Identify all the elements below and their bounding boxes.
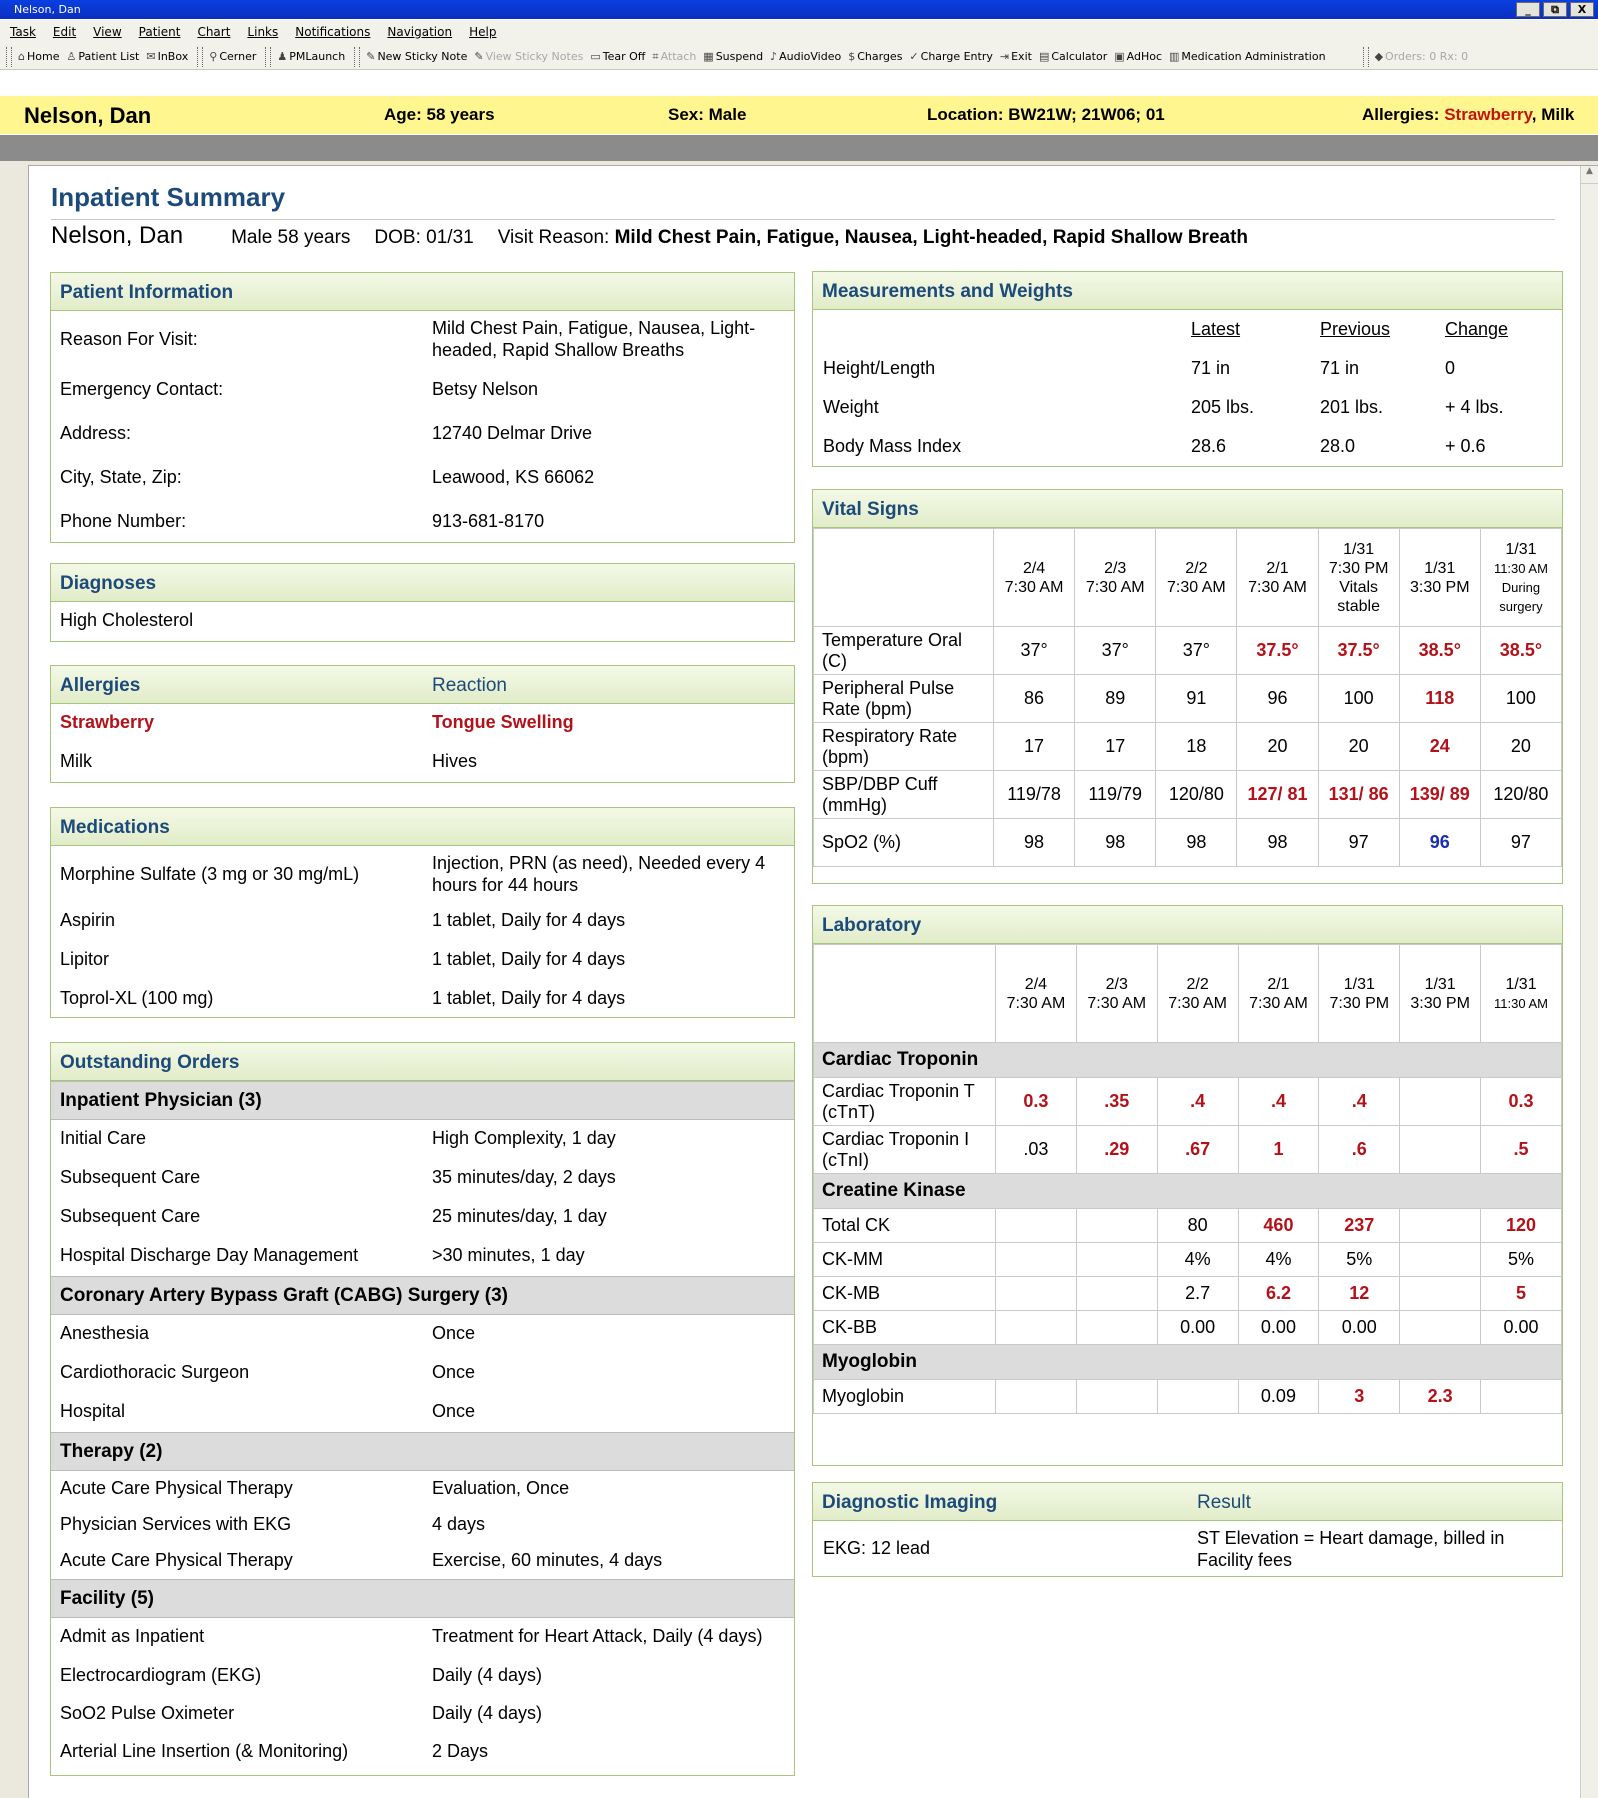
value-cell bbox=[1076, 1277, 1157, 1311]
value-cell: 17 bbox=[994, 723, 1075, 771]
order-row: Hospital Discharge Day Management >30 minutes, 1 day bbox=[60, 1245, 585, 1265]
info-row bbox=[51, 415, 794, 459]
row-label: Temperature Oral (C) bbox=[814, 627, 994, 675]
value-cell bbox=[996, 1209, 1077, 1243]
charges-button[interactable]: $ Charges bbox=[848, 44, 902, 69]
value-cell: 96 bbox=[1399, 819, 1480, 867]
order-row: Acute Care Physical Therapy Evaluation, Once bbox=[60, 1478, 570, 1498]
value-cell: 0.3 bbox=[996, 1078, 1077, 1126]
value-cell: 98 bbox=[994, 819, 1075, 867]
order-row: SoO2 Pulse Oximeter Daily (4 days) bbox=[60, 1703, 543, 1723]
value-cell: 118 bbox=[1399, 675, 1480, 723]
value-cell: .5 bbox=[1481, 1126, 1562, 1174]
tear-off-icon: ▭ bbox=[590, 49, 601, 63]
order-row: Anesthesia Once bbox=[60, 1323, 476, 1343]
value-cell: 17 bbox=[1075, 723, 1156, 771]
value-cell: 0.00 bbox=[1238, 1311, 1319, 1345]
inbox-button[interactable]: ✉ InBox bbox=[146, 44, 188, 69]
page-title: Inpatient Summary bbox=[51, 182, 286, 212]
vitals-row bbox=[814, 771, 1562, 819]
measurement-row: Weight 205 lbs. 201 lbs. + 4 lbs. bbox=[823, 397, 1504, 417]
person-icon: ♙ bbox=[66, 49, 77, 63]
value-cell: 38.5° bbox=[1480, 627, 1561, 675]
inbox-icon: ✉ bbox=[146, 49, 156, 63]
menu-navigation[interactable]: Navigation bbox=[387, 25, 453, 39]
order-group-header: Therapy (2) bbox=[51, 1432, 794, 1471]
value-cell: 5% bbox=[1319, 1243, 1400, 1277]
toolbar bbox=[0, 44, 1598, 70]
value-cell: 2.7 bbox=[1157, 1277, 1238, 1311]
vitals-column-header: 1/31 7:30 PM Vitals stable bbox=[1318, 529, 1399, 627]
vitals-row bbox=[814, 819, 1562, 867]
patient-summary-line: Nelson, Dan Male 58 years DOB: 01/31 Visit Reason: Mild Chest Pain, Fatigue, Nausea, Light-headed, Rapid Shallow Breath bbox=[51, 222, 1249, 249]
laboratory-table bbox=[813, 944, 1562, 1414]
charge-entry-button[interactable]: ✓ Charge Entry bbox=[909, 44, 992, 69]
search-icon: ⚲ bbox=[209, 49, 218, 63]
menu-chart[interactable]: Chart bbox=[197, 25, 231, 39]
value-cell bbox=[1076, 1380, 1157, 1414]
value-cell: 37.5° bbox=[1318, 627, 1399, 675]
lab-row bbox=[814, 1243, 1562, 1277]
vitals-column-header: 2/1 7:30 AM bbox=[1237, 529, 1318, 627]
row-label: Peripheral Pulse Rate (bpm) bbox=[814, 675, 994, 723]
reaction-header: Reaction bbox=[432, 675, 507, 696]
medications-panel bbox=[50, 807, 795, 1018]
value-cell bbox=[1076, 1311, 1157, 1345]
menu-edit[interactable]: Edit bbox=[52, 25, 77, 39]
audio-video-button[interactable]: ♪ AudioVideo bbox=[770, 44, 841, 69]
laboratory-panel bbox=[812, 905, 1563, 1466]
value-cell: 37° bbox=[1075, 627, 1156, 675]
window-title: Nelson, Dan bbox=[14, 3, 81, 16]
info-value: Betsy Nelson bbox=[432, 379, 539, 399]
info-label: Emergency Contact: bbox=[60, 379, 224, 399]
toolbar-grip[interactable] bbox=[1363, 47, 1369, 67]
adhoc-button[interactable]: ▣ AdHoc bbox=[1114, 44, 1162, 69]
row-label: Cardiac Troponin I (cTnI) bbox=[814, 1126, 996, 1174]
lab-column-header: 2/3 7:30 AM bbox=[1076, 945, 1157, 1043]
value-cell: 237 bbox=[1319, 1209, 1400, 1243]
medication-sig: Injection, PRN (as need), Needed every 4 hours for 44 hours bbox=[432, 853, 766, 895]
lab-section-header bbox=[814, 1174, 1562, 1209]
lab-row bbox=[814, 1277, 1562, 1311]
reaction: Hives bbox=[432, 751, 478, 771]
panel-title: Medications bbox=[51, 808, 794, 846]
row-label: Respiratory Rate (bpm) bbox=[814, 723, 994, 771]
diagnostic-imaging-panel bbox=[812, 1482, 1563, 1577]
patient-sex-age: Male 58 years bbox=[231, 227, 351, 248]
row-label: CK-MM bbox=[814, 1243, 996, 1277]
value-cell: 20 bbox=[1480, 723, 1561, 771]
adhoc-icon: ▣ bbox=[1114, 49, 1125, 63]
vitals-column-header: 2/4 7:30 AM bbox=[994, 529, 1075, 627]
toolbar-grip[interactable] bbox=[6, 47, 12, 67]
order-row: Electrocardiogram (EKG) Daily (4 days) bbox=[60, 1665, 543, 1685]
medication-row bbox=[51, 980, 794, 1019]
lab-row bbox=[814, 1126, 1562, 1174]
value-cell bbox=[1400, 1126, 1481, 1174]
panel-title: Allergies Reaction bbox=[51, 666, 794, 704]
order-row: Physician Services with EKG 4 days bbox=[60, 1514, 486, 1534]
value-cell: 139/ 89 bbox=[1399, 771, 1480, 819]
menu-links[interactable]: Links bbox=[247, 25, 279, 39]
value-cell: 0.00 bbox=[1481, 1311, 1562, 1345]
column-header: Change bbox=[1445, 319, 1509, 339]
info-label: Address: bbox=[60, 423, 132, 443]
value-cell bbox=[1157, 1380, 1238, 1414]
home-icon: ⌂ bbox=[18, 49, 25, 63]
lab-section-header bbox=[814, 1043, 1562, 1078]
toolbar-grip[interactable] bbox=[197, 47, 203, 67]
order-row: Acute Care Physical Therapy Exercise, 60 minutes, 4 days bbox=[60, 1550, 663, 1570]
vitals-row bbox=[814, 627, 1562, 675]
medication-name: Toprol-XL (100 mg) bbox=[60, 988, 214, 1008]
value-cell: 119/78 bbox=[994, 771, 1075, 819]
medication-sig: 1 tablet, Daily for 4 days bbox=[432, 988, 626, 1008]
banner-location: Location: BW21W; 21W06; 01 bbox=[927, 105, 1165, 124]
lab-column-header: 1/31 3:30 PM bbox=[1400, 945, 1481, 1043]
vital-signs-panel bbox=[812, 489, 1563, 884]
lab-section-title: Cardiac Troponin bbox=[814, 1043, 1562, 1078]
measurements-table bbox=[813, 310, 1562, 466]
value-cell: 2.3 bbox=[1400, 1380, 1481, 1414]
allergy-row bbox=[51, 704, 794, 743]
suspend-icon: ▦ bbox=[703, 49, 714, 63]
vitals-column-header: 1/31 3:30 PM bbox=[1399, 529, 1480, 627]
column-header: Previous bbox=[1320, 319, 1391, 339]
lab-column-header: 1/31 7:30 PM bbox=[1319, 945, 1400, 1043]
menu-bar bbox=[0, 20, 1598, 44]
value-cell: 98 bbox=[1237, 819, 1318, 867]
close-button[interactable]: X bbox=[1570, 2, 1594, 17]
menu-task[interactable]: Task bbox=[10, 25, 36, 39]
tear-off-button[interactable]: ▭ Tear Off bbox=[590, 44, 645, 69]
value-cell: 0.00 bbox=[1157, 1311, 1238, 1345]
value-cell: 6.2 bbox=[1238, 1277, 1319, 1311]
panel-title: Diagnoses bbox=[51, 564, 794, 602]
lab-header-row bbox=[814, 945, 1562, 1043]
medication-name: Lipitor bbox=[60, 949, 110, 969]
value-cell: .6 bbox=[1319, 1126, 1400, 1174]
value-cell bbox=[1076, 1243, 1157, 1277]
value-cell: 18 bbox=[1156, 723, 1237, 771]
order-group-header: Coronary Artery Bypass Graft (CABG) Surgery (3) bbox=[51, 1276, 794, 1315]
orders-indicator[interactable]: ◆ Orders: 0 Rx: 0 bbox=[1375, 44, 1469, 69]
value-cell: 89 bbox=[1075, 675, 1156, 723]
value-cell: 1 bbox=[1238, 1126, 1319, 1174]
info-label: Phone Number: bbox=[60, 511, 187, 531]
value-cell: 38.5° bbox=[1399, 627, 1480, 675]
vitals-column-header: 1/31 11:30 AM During surgery bbox=[1480, 529, 1561, 627]
panel-title: Diagnostic Imaging Result bbox=[813, 1483, 1562, 1521]
suspend-button[interactable]: ▦ Suspend bbox=[703, 44, 763, 69]
order-row: Initial Care High Complexity, 1 day bbox=[60, 1128, 616, 1148]
audio-video-icon: ♪ bbox=[770, 49, 778, 63]
value-cell: 100 bbox=[1480, 675, 1561, 723]
info-value: Mild Chest Pain, Fatigue, Nausea, Light-headed, Rapid Shallow Breaths bbox=[432, 318, 756, 360]
value-cell: 120 bbox=[1481, 1209, 1562, 1243]
value-cell: 0.09 bbox=[1238, 1380, 1319, 1414]
charges-icon: $ bbox=[848, 49, 856, 63]
barcode-icon: ▥ bbox=[1169, 49, 1180, 63]
lab-column-header: 1/31 11:30 AM bbox=[1481, 945, 1562, 1043]
row-label: SBP/DBP Cuff (mmHg) bbox=[814, 771, 994, 819]
imaging-row bbox=[813, 1521, 1562, 1576]
imaging-study: EKG: 12 lead bbox=[823, 1538, 931, 1558]
value-cell: 98 bbox=[1075, 819, 1156, 867]
calculator-icon: ▤ bbox=[1038, 49, 1050, 63]
value-cell bbox=[1400, 1311, 1481, 1345]
value-cell: 37° bbox=[994, 627, 1075, 675]
medication-sig: 1 tablet, Daily for 4 days bbox=[432, 949, 626, 969]
value-cell: 0.00 bbox=[1319, 1311, 1400, 1345]
value-cell: 3 bbox=[1319, 1380, 1400, 1414]
exit-button[interactable]: ⇥ Exit bbox=[1000, 44, 1032, 69]
value-cell: .4 bbox=[1319, 1078, 1400, 1126]
reaction: Tongue Swelling bbox=[432, 712, 574, 732]
lab-row bbox=[814, 1380, 1562, 1414]
medication-name: Morphine Sulfate (3 mg or 30 mg/mL) bbox=[60, 864, 360, 884]
vitals-row bbox=[814, 723, 1562, 771]
value-cell bbox=[1400, 1078, 1481, 1126]
allergen: Strawberry bbox=[60, 712, 155, 732]
panel-title: Vital Signs bbox=[813, 490, 1562, 528]
value-cell: .4 bbox=[1238, 1078, 1319, 1126]
banner-sex: Sex: Male bbox=[668, 105, 747, 124]
value-cell bbox=[996, 1277, 1077, 1311]
patient-dob: DOB: 01/31 bbox=[374, 227, 474, 248]
orders-icon: ◆ bbox=[1374, 49, 1384, 63]
value-cell: 119/79 bbox=[1075, 771, 1156, 819]
value-cell bbox=[996, 1243, 1077, 1277]
info-row bbox=[51, 311, 794, 371]
menu-patient[interactable]: Patient bbox=[138, 25, 181, 39]
medication-administration-button[interactable]: ▥ Medication Administration bbox=[1169, 44, 1326, 69]
notes-icon: ✎ bbox=[474, 49, 484, 63]
order-group-header: Inpatient Physician (3) bbox=[51, 1081, 794, 1120]
value-cell: 460 bbox=[1238, 1209, 1319, 1243]
value-cell: 91 bbox=[1156, 675, 1237, 723]
lab-section-title: Myoglobin bbox=[814, 1345, 1562, 1380]
measurements-panel bbox=[812, 271, 1563, 467]
lab-row bbox=[814, 1078, 1562, 1126]
view-sticky-notes-button[interactable]: ✎ View Sticky Notes bbox=[474, 44, 583, 69]
value-cell: 127/ 81 bbox=[1237, 771, 1318, 819]
info-value: Leawood, KS 66062 bbox=[432, 467, 595, 487]
menu-notifications[interactable]: Notifications bbox=[295, 25, 371, 39]
lab-column-header: 2/1 7:30 AM bbox=[1238, 945, 1319, 1043]
medication-row bbox=[51, 941, 794, 980]
value-cell: 98 bbox=[1156, 819, 1237, 867]
value-cell: 12 bbox=[1319, 1277, 1400, 1311]
divider bbox=[51, 219, 1555, 220]
lab-row bbox=[814, 1311, 1562, 1345]
vitals-column-header: 2/2 7:30 AM bbox=[1156, 529, 1237, 627]
order-group-header: Facility (5) bbox=[51, 1579, 794, 1618]
scroll-up-icon[interactable]: ▲ bbox=[1581, 166, 1598, 184]
vertical-scrollbar[interactable] bbox=[1580, 166, 1598, 1798]
value-cell: 97 bbox=[1318, 819, 1399, 867]
patient-information-panel bbox=[50, 272, 795, 543]
minimize-button[interactable]: _ bbox=[1516, 2, 1540, 17]
medication-sig: 1 tablet, Daily for 4 days bbox=[432, 910, 626, 930]
banner-allergy: Milk bbox=[1541, 105, 1575, 124]
attach-icon: ⌗ bbox=[652, 49, 659, 63]
value-cell: 97 bbox=[1480, 819, 1561, 867]
value-cell: 20 bbox=[1318, 723, 1399, 771]
order-row: Subsequent Care 35 minutes/day, 2 days bbox=[60, 1167, 616, 1187]
pmlaunch-button[interactable]: ♟ PMLaunch bbox=[277, 44, 345, 69]
value-cell bbox=[1076, 1209, 1157, 1243]
order-row: Subsequent Care 25 minutes/day, 1 day bbox=[60, 1206, 607, 1226]
row-label: CK-BB bbox=[814, 1311, 996, 1345]
cerner-button[interactable]: ⚲ Cerner bbox=[209, 44, 256, 69]
value-cell: 80 bbox=[1157, 1209, 1238, 1243]
value-cell: .29 bbox=[1076, 1126, 1157, 1174]
charge-entry-icon: ✓ bbox=[909, 49, 919, 63]
menu-view[interactable]: View bbox=[93, 25, 122, 39]
lab-section-title: Creatine Kinase bbox=[814, 1174, 1562, 1209]
row-label: CK-MB bbox=[814, 1277, 996, 1311]
order-row: Hospital Once bbox=[60, 1401, 476, 1421]
patient-name: Nelson, Dan bbox=[51, 222, 184, 249]
diagnosis-item: High Cholesterol bbox=[60, 610, 194, 630]
row-label: Total CK bbox=[814, 1209, 996, 1243]
value-cell: 37.5° bbox=[1237, 627, 1318, 675]
value-cell: 96 bbox=[1237, 675, 1318, 723]
value-cell: 86 bbox=[994, 675, 1075, 723]
sticky-note-icon: ✎ bbox=[366, 49, 376, 63]
order-row: Cardiothoracic Surgeon Once bbox=[60, 1362, 476, 1382]
value-cell bbox=[1400, 1243, 1481, 1277]
column-header: Latest bbox=[1191, 319, 1241, 339]
patient-list-button[interactable]: ♙ Patient List bbox=[66, 44, 139, 69]
panel-title: Outstanding Orders bbox=[51, 1043, 794, 1081]
lab-column-header: 2/4 7:30 AM bbox=[996, 945, 1077, 1043]
outstanding-orders-panel bbox=[50, 1042, 795, 1776]
value-cell: 120/80 bbox=[1480, 771, 1561, 819]
allergen: Milk bbox=[60, 751, 92, 771]
value-cell: .67 bbox=[1157, 1126, 1238, 1174]
value-cell bbox=[1400, 1277, 1481, 1311]
lab-section-header bbox=[814, 1345, 1562, 1380]
menu-help[interactable]: Help bbox=[469, 25, 497, 39]
value-cell bbox=[1481, 1380, 1562, 1414]
value-cell: 4% bbox=[1238, 1243, 1319, 1277]
attach-button[interactable]: ⌗ Attach bbox=[652, 44, 696, 69]
measurement-row: Height/Length 71 in 71 in 0 bbox=[823, 358, 1456, 378]
value-cell: 24 bbox=[1399, 723, 1480, 771]
value-cell: 131/ 86 bbox=[1318, 771, 1399, 819]
value-cell bbox=[1400, 1209, 1481, 1243]
value-cell bbox=[996, 1311, 1077, 1345]
vitals-table bbox=[813, 528, 1562, 867]
medication-row bbox=[51, 846, 794, 902]
info-value: 913-681-8170 bbox=[432, 511, 545, 531]
medication-name: Aspirin bbox=[60, 910, 116, 930]
toolbar-grip[interactable] bbox=[354, 47, 360, 67]
allergies-panel bbox=[50, 665, 795, 783]
window-titlebar bbox=[0, 0, 1598, 19]
banner-allergy: Strawberry bbox=[1444, 105, 1532, 124]
info-label: City, State, Zip: bbox=[60, 467, 182, 487]
info-row bbox=[51, 503, 794, 547]
panel-title: Patient Information bbox=[51, 273, 794, 311]
value-cell: 20 bbox=[1237, 723, 1318, 771]
measurement-row: Body Mass Index 28.6 28.0 + 0.6 bbox=[823, 436, 1486, 456]
row-label: SpO2 (%) bbox=[814, 819, 994, 867]
order-row: Arterial Line Insertion (& Monitoring) 2 Days bbox=[60, 1741, 489, 1761]
order-row: Admit as Inpatient Treatment for Heart Attack, Daily (4 days) bbox=[60, 1626, 763, 1646]
lab-row bbox=[814, 1209, 1562, 1243]
restore-button[interactable]: ⧉ bbox=[1543, 2, 1567, 17]
visit-reason: Mild Chest Pain, Fatigue, Nausea, Light-headed, Rapid Shallow Breath bbox=[614, 227, 1249, 248]
value-cell bbox=[996, 1380, 1077, 1414]
home-button[interactable]: ⌂ Home bbox=[18, 44, 59, 69]
info-row bbox=[51, 371, 794, 415]
imaging-result: ST Elevation = Heart damage, billed in Facility fees bbox=[1197, 1528, 1505, 1570]
value-cell: 100 bbox=[1318, 675, 1399, 723]
medication-row bbox=[51, 902, 794, 941]
panel-title: Measurements and Weights bbox=[813, 272, 1562, 310]
vitals-header-row bbox=[814, 529, 1562, 627]
info-label: Reason For Visit: bbox=[60, 329, 198, 349]
value-cell: 37° bbox=[1156, 627, 1237, 675]
divider-bar bbox=[0, 135, 1598, 161]
allergy-row bbox=[51, 743, 794, 782]
user-icon: ♟ bbox=[277, 49, 288, 63]
value-cell: 4% bbox=[1157, 1243, 1238, 1277]
vitals-row bbox=[814, 675, 1562, 723]
value-cell: .03 bbox=[996, 1126, 1077, 1174]
value-cell: 0.3 bbox=[1481, 1078, 1562, 1126]
row-label: Myoglobin bbox=[814, 1380, 996, 1414]
banner-age: Age: 58 years bbox=[384, 105, 495, 124]
vitals-column-header: 2/3 7:30 AM bbox=[1075, 529, 1156, 627]
patient-banner bbox=[0, 96, 1598, 134]
banner-patient-name: Nelson, Dan bbox=[24, 103, 152, 128]
toolbar-grip[interactable] bbox=[265, 47, 271, 67]
value-cell: .4 bbox=[1157, 1078, 1238, 1126]
info-row bbox=[51, 459, 794, 503]
diagnoses-panel bbox=[50, 563, 795, 642]
lab-column-header: 2/2 7:30 AM bbox=[1157, 945, 1238, 1043]
banner-allergies: Allergies: Strawberry, Milk bbox=[1362, 105, 1575, 124]
value-cell: 5 bbox=[1481, 1277, 1562, 1311]
info-value: 12740 Delmar Drive bbox=[432, 423, 593, 443]
value-cell: 5% bbox=[1481, 1243, 1562, 1277]
value-cell: .35 bbox=[1076, 1078, 1157, 1126]
new-sticky-note-button[interactable]: ✎ New Sticky Note bbox=[366, 44, 467, 69]
calculator-button[interactable]: ▤ Calculator bbox=[1039, 44, 1107, 69]
value-cell: 120/80 bbox=[1156, 771, 1237, 819]
exit-icon: ⇥ bbox=[999, 49, 1010, 63]
panel-title: Laboratory bbox=[813, 906, 1562, 944]
result-header: Result bbox=[1197, 1492, 1251, 1513]
row-label: Cardiac Troponin T (cTnT) bbox=[814, 1078, 996, 1126]
